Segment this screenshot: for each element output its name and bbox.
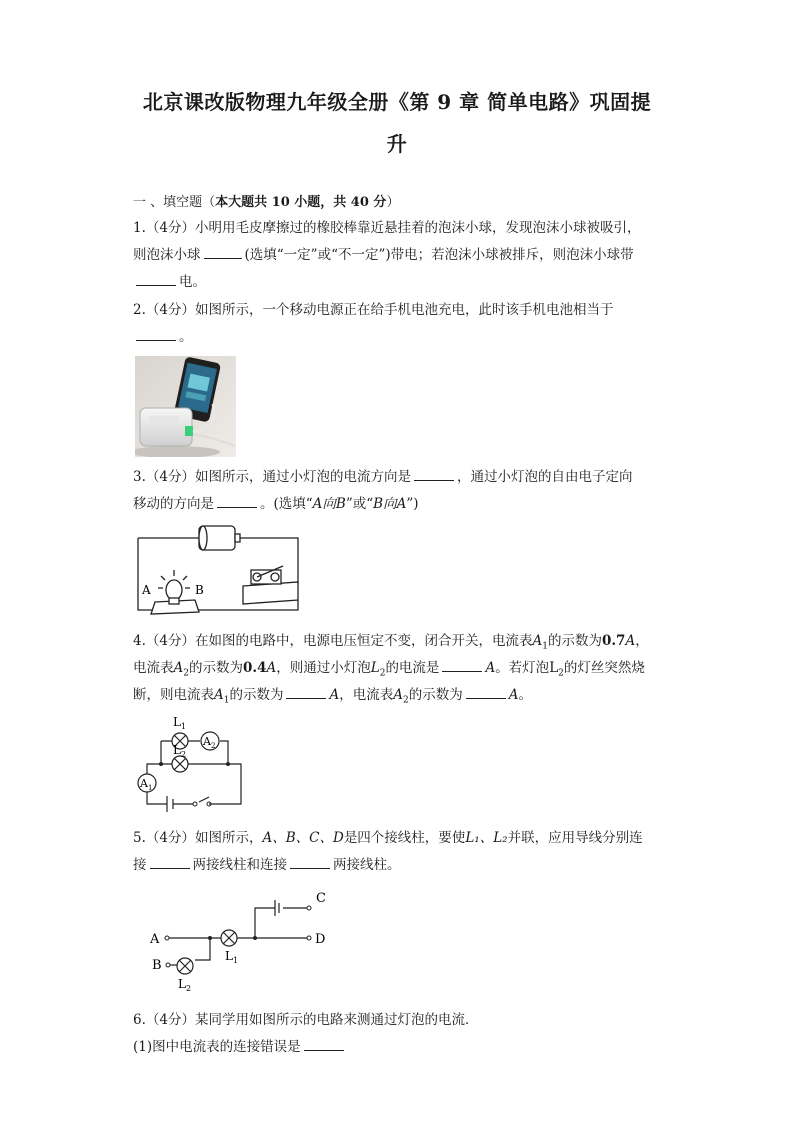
terminal-b: B xyxy=(152,958,162,973)
answer-blank[interactable] xyxy=(217,495,257,508)
answer-blank[interactable] xyxy=(442,659,482,672)
q2-line2: 。 xyxy=(133,327,193,347)
label-l2: $L_2$ xyxy=(178,977,192,993)
powerbank-phone-photo xyxy=(135,356,236,457)
terminal-c: C xyxy=(316,891,326,906)
answer-blank[interactable] xyxy=(466,686,506,699)
q1-line2: 则泡沫小球 (选填“一定”或“不一定”)带电；若泡沫小球被排斥，则泡沫小球带 xyxy=(133,247,634,263)
page-title-continued: 升 xyxy=(386,132,408,156)
label-l2: $L_2$ xyxy=(173,743,187,759)
terminal-d: D xyxy=(315,932,326,947)
q5-line2: 接 两接线柱和连接 两接线柱。 xyxy=(133,857,401,873)
q1-line3: 电。 xyxy=(133,272,206,292)
answer-blank[interactable] xyxy=(136,328,176,341)
parallel-ammeter-circuit xyxy=(133,712,248,812)
label-l1: $L_1$ xyxy=(173,715,187,731)
answer-blank[interactable] xyxy=(304,1038,344,1051)
label-a: A xyxy=(142,583,151,597)
label-l1: $L_1$ xyxy=(225,949,239,965)
q3-line2: 移动的方向是 。(选填“A向B”或“B向A”) xyxy=(133,496,419,512)
answer-blank[interactable] xyxy=(204,246,242,259)
q3-line1: 3.（4分）如图所示，通过小灯泡的电流方向是 ，通过小灯泡的自由电子定向 xyxy=(133,469,633,485)
q5-line1: 5.（4分）如图所示，A、B、C、D是四个接线柱，要使L₁、L₂并联，应用导线分别连 xyxy=(133,830,643,846)
terminal-circuit-figure xyxy=(148,888,340,994)
terminal-a: A xyxy=(150,932,160,947)
section-heading: 一 、填空题（本大题共 10 小题，共 40 分） xyxy=(133,195,400,210)
ammeter-a1-label: $A_1$ xyxy=(140,777,153,792)
q4-line1: 4.（4分）在如图的电路中，电源电压恒定不变，闭合开关，电流表$A_1$的示数为0.7A， xyxy=(133,633,649,652)
answer-blank[interactable] xyxy=(150,856,190,869)
q4-line3: 断，则电流表$A_1$的示数为 A，电流表$A_2$的示数为 A。 xyxy=(133,687,532,706)
q2-line1: 2.（4分）如图所示，一个移动电源正在给手机电池充电，此时该手机电池相当于 xyxy=(133,302,614,318)
q6-line2: (1)图中电流表的连接错误是 xyxy=(133,1037,347,1057)
bulb-circuit-figure xyxy=(133,518,305,616)
answer-blank[interactable] xyxy=(286,686,326,699)
page-title: 北京课改版物理九年级全册《第 9 章 简单电路》巩固提 xyxy=(142,90,652,114)
answer-blank[interactable] xyxy=(136,273,176,286)
label-b: B xyxy=(195,583,204,597)
answer-blank[interactable] xyxy=(414,468,454,481)
q4-line2: 电流表$A_2$的示数为0.4A，则通过小灯泡$L_2$的电流是 A。若灯泡$L_2$的灯丝突然烧 xyxy=(133,660,645,679)
q6-line1: 6.（4分）某同学用如图所示的电路来测通过灯泡的电流． xyxy=(133,1012,479,1028)
answer-blank[interactable] xyxy=(290,856,330,869)
q1-line1: 1.（4分）小明用毛皮摩擦过的橡胶棒靠近悬挂着的泡沫小球，发现泡沫小球被吸引， xyxy=(133,220,641,236)
ammeter-a2-label: $A_2$ xyxy=(203,735,216,750)
